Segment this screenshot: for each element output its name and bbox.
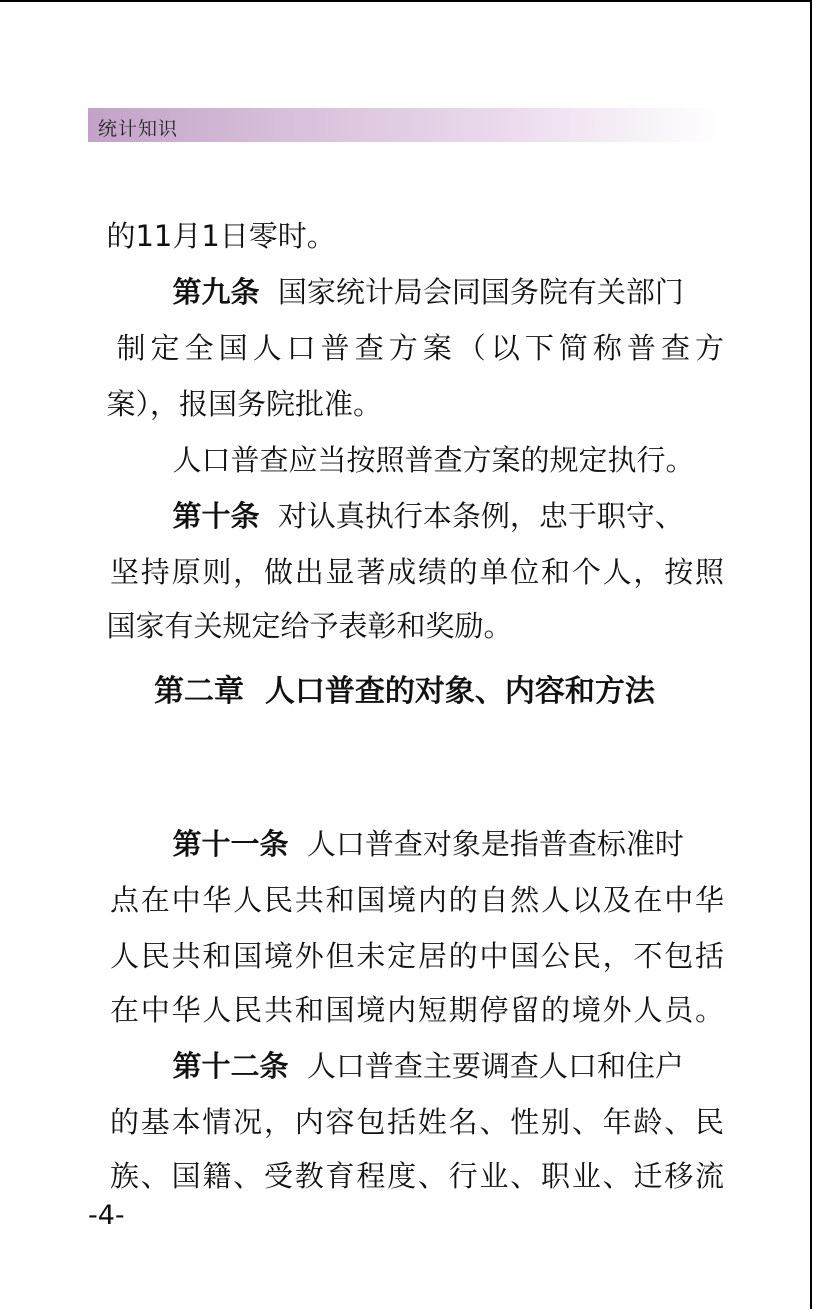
line-text: 案），报国务院批准。: [106, 387, 382, 421]
line-text: 点在中华人民共和国境内的自然人以及在中华: [110, 883, 724, 917]
text-line: [88, 1116, 724, 1193]
section-header-label: 统计知识: [98, 118, 179, 140]
text-line: [88, 512, 724, 589]
line-text: 对认真执行本条例，忠于职守、: [277, 499, 684, 533]
line-text: 人口普查应当按照普查方案的规定执行。: [172, 443, 695, 477]
text-line: [88, 344, 382, 421]
article-9-line: [154, 232, 684, 309]
line-text: 的基本情况，内容包括姓名、性别、年龄、民: [110, 1105, 724, 1139]
article-12-line: [154, 1006, 684, 1083]
article-heading: 第九条: [172, 275, 260, 309]
line-text: 人民共和国境外但未定居的中国公民，不包括: [110, 939, 724, 973]
text-line: [88, 566, 513, 643]
text-line: [88, 950, 724, 1027]
article-10-line: [154, 456, 684, 533]
line-text: 人口普查主要调查人口和住户: [306, 1049, 684, 1083]
text-line: [88, 288, 724, 365]
page-number: -4-: [88, 1200, 125, 1231]
text-line: [88, 1062, 724, 1139]
text-line: [88, 176, 336, 253]
line-text: 的11月1日零时。: [106, 219, 336, 253]
line-text: 国家统计局会同国务院有关部门: [277, 275, 684, 309]
text-line: [88, 896, 724, 973]
section-header-band: [88, 108, 720, 142]
line-text: 人口普查对象是指普查标准时: [306, 827, 684, 861]
line-text: 国家有关规定给予表彰和奖励。: [106, 609, 513, 643]
article-11-line: [154, 784, 684, 861]
line-text: 族、国籍、受教育程度、行业、职业、迁移流: [110, 1159, 724, 1193]
text-line: [88, 840, 724, 917]
line-text: 制定全国人口普查方案（以下简称普查方: [116, 331, 724, 365]
line-text: 在中华人民共和国境内短期停留的境外人员。: [110, 993, 724, 1027]
chapter-heading: 第二章 人口普查的对象、内容和方法: [154, 674, 655, 709]
article-heading: 第十一条: [172, 827, 289, 861]
line-text: 坚持原则，做出显著成绩的单位和个人，按照: [110, 555, 724, 589]
text-line: [154, 400, 695, 477]
article-heading: 第十条: [172, 499, 260, 533]
article-heading: 第十二条: [172, 1049, 289, 1083]
